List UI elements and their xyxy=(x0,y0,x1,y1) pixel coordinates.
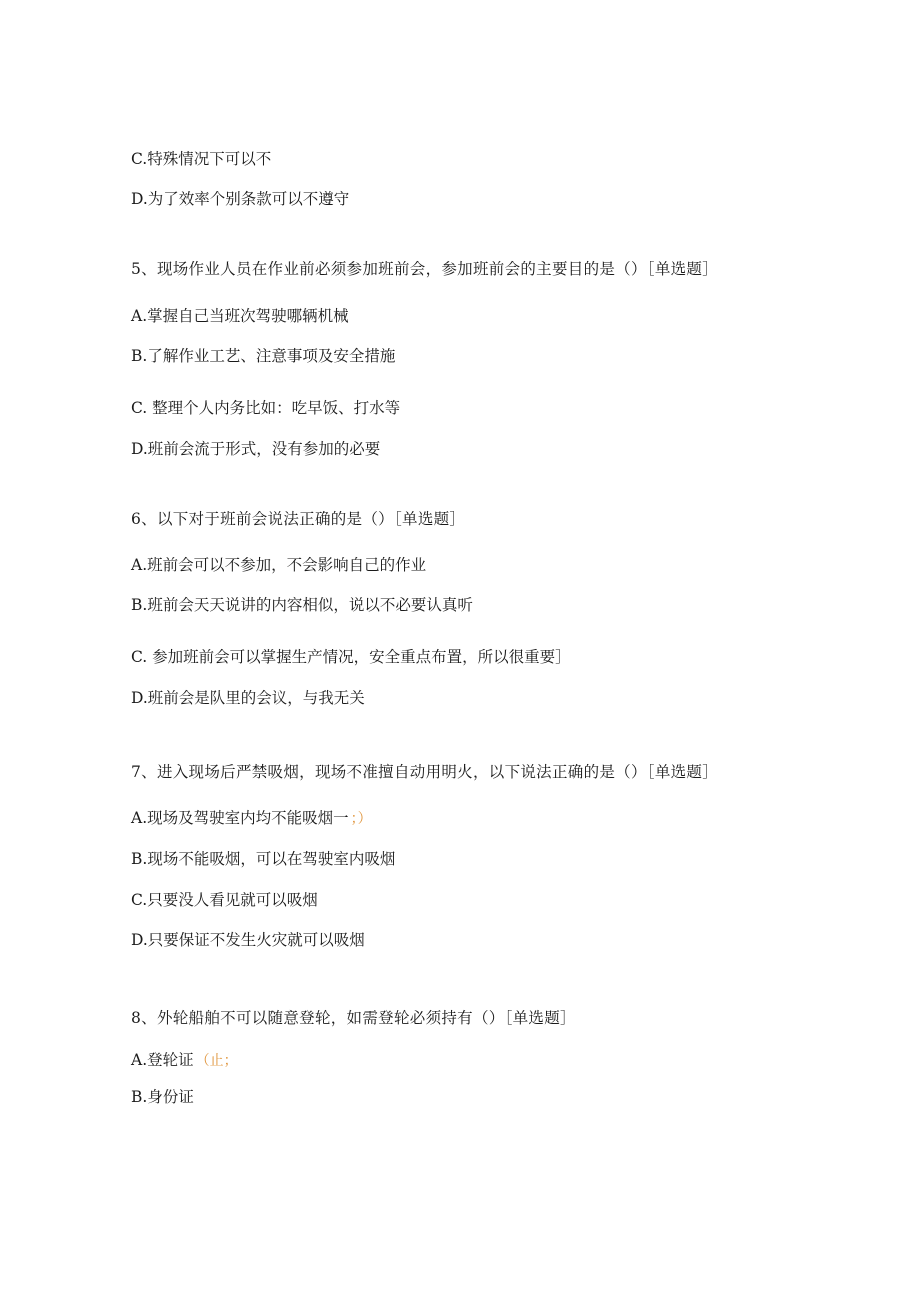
option-6d: D.班前会是队里的会议，与我无关 xyxy=(131,689,365,707)
option-7b: B.现场不能吸烟，可以在驾驶室内吸烟 xyxy=(131,850,396,868)
option-4c: C.特殊情况下可以不 xyxy=(131,150,272,168)
option-7c: C.只要没人看见就可以吸烟 xyxy=(131,891,318,909)
option-6b: B.班前会天天说讲的内容相似，说以不必要认真听 xyxy=(131,596,473,614)
option-7a: A.现场及驾驶室内均不能吸烟一 ；） xyxy=(131,809,372,827)
question-6: 6、以下对于班前会说法正确的是（）［单选题］ xyxy=(131,510,466,528)
option-8a: A.登轮证 （止； xyxy=(131,1051,238,1069)
option-6c: C. 参加班前会可以掌握生产情况，安全重点布置，所以很重要］ xyxy=(131,648,571,666)
question-7: 7、进入现场后严禁吸烟，现场不准擅自动用明火，以下说法正确的是（）［单选题］ xyxy=(131,763,719,781)
option-5c: C. 整理个人内务比如：吃早饭、打水等 xyxy=(131,399,401,417)
option-5d: D.班前会流于形式，没有参加的必要 xyxy=(131,440,381,458)
question-5: 5、现场作业人员在作业前必须参加班前会，参加班前会的主要目的是（）［单选题］ xyxy=(131,260,719,278)
question-8: 8、外轮船舶不可以随意登轮，如需登轮必须持有（）［单选题］ xyxy=(131,1009,576,1027)
option-7d: D.只要保证不发生火灾就可以吸烟 xyxy=(131,931,365,949)
option-5b: B.了解作业工艺、注意事项及安全措施 xyxy=(131,347,396,365)
answer-mark: ；） xyxy=(350,811,372,827)
answer-mark: （止； xyxy=(195,1053,238,1069)
option-8b: B.身份证 xyxy=(131,1088,194,1106)
option-4d: D.为了效率个别条款可以不遵守 xyxy=(131,190,350,208)
option-5a: A.掌握自己当班次驾驶哪辆机械 xyxy=(131,307,349,325)
option-6a: A.班前会可以不参加，不会影响自己的作业 xyxy=(131,556,427,574)
